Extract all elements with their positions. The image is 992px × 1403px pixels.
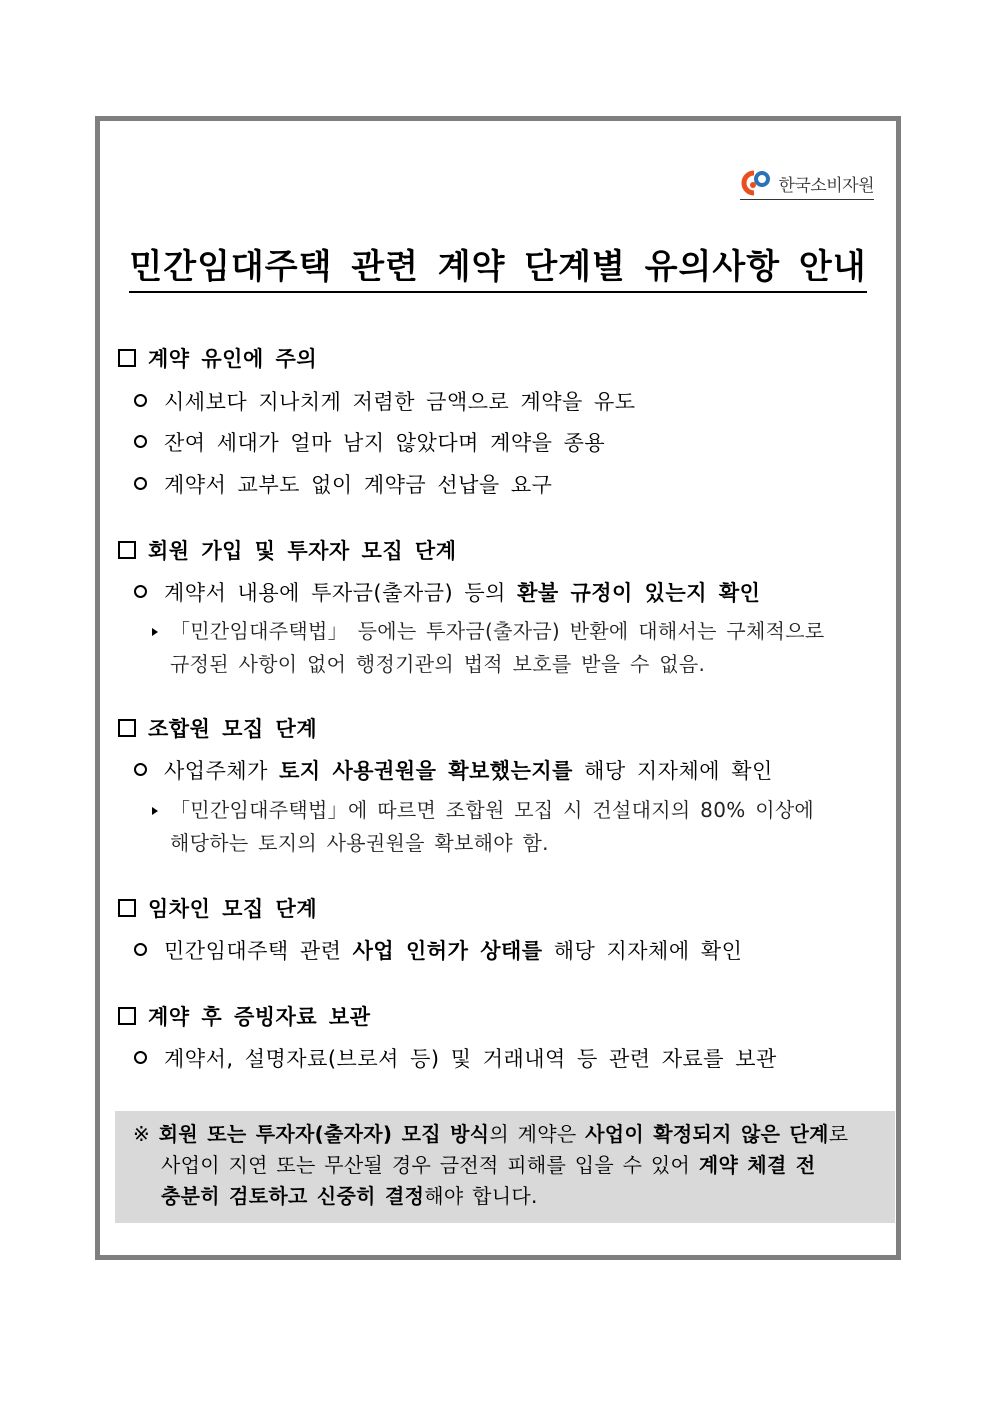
circle-bullet-icon [134,477,147,490]
notice-emphasis: 계약 체결 전 [698,1153,816,1177]
list-item-text: 계약서 내용에 투자금(출자금) 등의 [164,581,518,605]
square-bullet-icon [118,349,136,367]
logo [740,169,874,200]
section-heading-text: 계약 유인에 주의 [148,347,318,371]
square-bullet-icon [118,541,136,559]
notice-emphasis: 사업이 확정되지 않은 단계 [585,1122,829,1146]
circle-bullet-icon [134,435,147,448]
section-heading-4 [118,893,317,923]
list-item-text: 시세보다 지나치게 저렴한 금액으로 계약을 유도 [164,390,636,414]
document-frame [95,116,901,1260]
list-item-text: 계약서 교부도 없이 계약금 선납을 요구 [164,473,553,497]
page-title-text: 민간임대주택 관련 계약 단계별 유의사항 안내 [129,247,866,293]
notice-line-2 [133,1150,877,1181]
notice-line-3 [133,1181,877,1212]
list-item-text: 잔여 세대가 얼마 남지 않았다며 계약을 종용 [164,431,606,455]
reference-mark: ※ [133,1122,151,1146]
list-item-text: 계약서, 설명자료(브로셔 등) 및 거래내역 등 관련 자료를 보관 [164,1047,777,1071]
notice-emphasis: 회원 또는 투자자(출자자) 모집 방식 [158,1122,490,1146]
square-bullet-icon [118,1007,136,1025]
square-bullet-icon [118,719,136,737]
triangle-bullet-icon [152,628,158,636]
list-item-text: 사업주체가 [164,759,280,783]
logo-text: 한국소비자원 [778,175,874,196]
sub-note-line: 「민간임대주택법」에 따르면 조합원 모집 시 건설대지의 80% 이상에 [170,798,815,822]
notice-emphasis: 충분히 검토하고 신중히 결정 [161,1184,425,1208]
section-heading-1 [118,343,317,373]
list-item [134,469,552,499]
list-item [134,577,760,607]
circle-bullet-icon [134,1051,147,1064]
section-heading-5 [118,1001,371,1031]
notice-box [115,1111,895,1223]
circle-bullet-icon [134,585,147,598]
sub-note-line: 「민간임대주택법」 등에는 투자금(출자금) 반환에 대해서는 구체적으로 [170,619,825,643]
section-heading-3 [118,713,317,743]
list-item-text: 민간임대주택 관련 [164,939,353,963]
list-item [134,755,773,785]
list-item [134,1043,777,1073]
section-heading-text: 계약 후 증빙자료 보관 [148,1005,371,1029]
section-heading-text: 조합원 모집 단계 [148,717,318,741]
circle-bullet-icon [134,394,147,407]
circle-bullet-icon [134,943,147,956]
list-item-text: 해당 지자체에 확인 [542,939,743,963]
page-title [120,239,876,288]
square-bullet-icon [118,899,136,917]
kca-logo-icon [740,169,774,197]
notice-text: 해야 합니다. [424,1184,538,1208]
circle-bullet-icon [134,763,147,776]
list-item [134,427,605,457]
section-heading-text: 회원 가입 및 투자자 모집 단계 [148,539,457,563]
notice-line-1 [133,1119,877,1150]
sub-note [152,615,882,681]
list-item-text: 해당 지자체에 확인 [572,759,773,783]
notice-text: 의 계약은 [489,1122,586,1146]
list-item [134,935,742,965]
section-heading-2 [118,535,457,565]
list-item [134,386,636,416]
notice-text: 사업이 지연 또는 무산될 경우 금전적 피해를 입을 수 있어 [161,1153,699,1177]
list-item-emphasis: 토지 사용권원을 확보했는지를 [279,759,573,783]
section-heading-text: 임차인 모집 단계 [148,897,318,921]
list-item-emphasis: 환불 규정이 있는지 확인 [517,581,761,605]
sub-note [152,794,882,860]
notice-text: 로 [828,1122,849,1146]
list-item-emphasis: 사업 인허가 상태를 [352,939,543,963]
sub-note-line: 해당하는 토지의 사용권원을 확보해야 함. [170,831,549,855]
triangle-bullet-icon [152,807,158,815]
sub-note-line: 규정된 사항이 없어 행정기관의 법적 보호를 받을 수 없음. [170,652,706,676]
